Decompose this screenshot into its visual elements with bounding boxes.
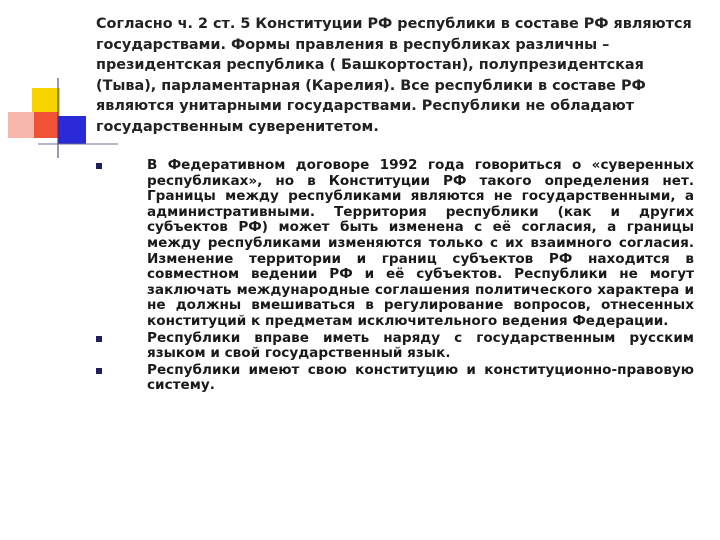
pink-square xyxy=(8,112,34,138)
bullet-item-2 xyxy=(96,331,694,362)
bullet-item-3 xyxy=(96,363,694,394)
bullet-text-2: Республики вправе иметь наряду с государственным русским языком и свой государственный язык. xyxy=(147,329,694,362)
bullet-square-icon xyxy=(96,336,102,342)
blue-square xyxy=(58,116,86,144)
slide-title: Согласно ч. 2 ст. 5 Конституции РФ республики в составе РФ являются государствами. Формы правления в республиках различны – президентская республика ( Башкортостан), полупрезидентская (Тыва), парламентарная (Карелия). Все республики в составе РФ являются унитарными государствами. Республики не обладают государственным суверенитетом. xyxy=(96,16,692,135)
bullet-text-1: В Федеративном договоре 1992 года говориться о «суверенных республиках», но в Конституции РФ такого определения нет. Границы между республиками являются не государственными, а административными. Территория республики (как и других субъектов РФ) может быть изменена с её согласия, а границы между республиками изменяются только с их взаимного согласия. Изменение территории и границ субъектов РФ находится в совместном ведении РФ и её субъектов. Республики не могут заключать международные соглашения политического характера и не должны вмешиваться в регулирование вопросов, отнесенных конституций к предметам исключительного ведения Федерации. xyxy=(147,157,694,329)
bullet-text-3: Республики имеют свою конституцию и конституционно-правовую систему. xyxy=(147,361,694,394)
bullet-list xyxy=(96,158,694,394)
bullet-square-icon xyxy=(96,163,102,169)
bullet-square-icon xyxy=(96,368,102,374)
bullet-item-1 xyxy=(96,158,694,330)
yellow-square xyxy=(32,88,60,116)
